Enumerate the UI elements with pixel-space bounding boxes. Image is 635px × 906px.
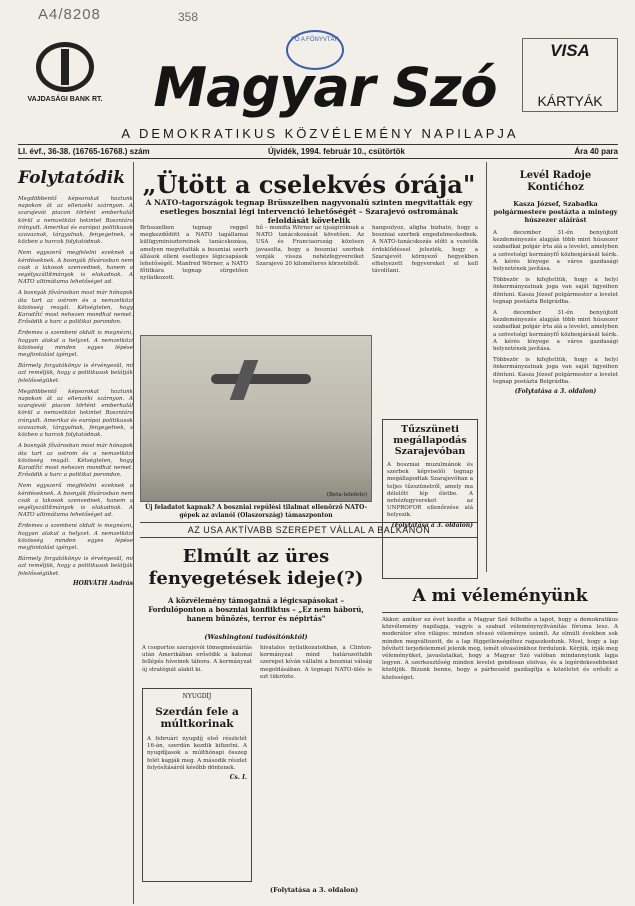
handwritten-archive-number: A4/8208 [38,6,101,23]
left-column-title: Folytatódik [18,168,125,188]
left-column [18,162,134,904]
right-column-title: Levél Radoje Kontićhoz [519,170,592,193]
right-column-subtitle: Kasza József, Szabadka polgármestere postázta a mintegy húszezer aláírást [493,200,618,224]
photo-caption: Új feladatot kapnak? A boszniai repülési tilalmat ellenőrző NATO-gépek az avianói (Olaszország) támaszponton [144,504,368,519]
pension-headline: Szerdán fele a múltkorinak [155,706,239,730]
left-column-paragraph: Bármely forgatókönyv is érvényesül, mi azt reméljük, hogy a politikusok belátják felelősségüket. [18,363,133,384]
left-column-paragraph: Nem egyszerű megfelelni ezeknek a kérdéseknek. A bosnyák fővárosban nem csak a lakosok szenvednek, hanem a segélyszállítmányok is elakadnak. A NATO ultimátuma lehetőséget ad. [18,250,133,286]
pension-box [142,688,252,882]
right-column-body: A december 31-én benyújtott kezdeményezés alapján több mint húszezer szabadkai polgár írta alá a levelet, amelyben a szövetségi kormányfő közbenjárását kérik. A kérés lényege a város gazdasági helyzetének javítása. [493,230,618,273]
pension-signature: Cs. I. [229,774,247,782]
issue-info-bar [18,144,618,158]
masthead-title: Magyar Szó [153,56,497,119]
ceasefire-headline: Tűzszüneti megállapodás Szarajevóban [393,424,467,457]
right-column-body: Többször is kifejtettük, hogy a helyi önkormányzatnak joga van saját ügyeiben dönteni. Kasza József polgármester a levelet tegnap postázta Belgrádba. [493,357,618,385]
right-column [486,162,618,572]
lead-text-col2: hű – mondta Wörner az újságíróknak a NATO tanácskozását követően. Az USA és Franciaország közösen javasolta, hogy a boszniai szerbek vonják vissza nehézfegyvereiket Szarajevó 20 kilométeres körzetéből. [256,225,364,268]
left-column-paragraph: Érdemes a szembeni oldalt is megnézni, hogyan alakul a helyzet. A nemzetközi közösség minden egyes lépése megfontolást igényel. [18,330,133,359]
opinion-body: Akkor, amikor ez évet kezdte a Magyar Szó felfedte a lapot, hogy a demokratikus közvélemény napilapja, vagyis a szabad véleménynyilvánítás fóruma lesz. A moderátor elve világos: minden olvasó véleménye számít. Az elmúlt években sok minden megváltozott, de a lap függetlenségéhez ragaszkodunk. Most, hogy a lap bővített terjedelemmel jelenik meg, ismét olvasóinkhoz fordulunk. Kérjük, írják meg véleményüket, javaslataikat, hogy a Magyar Szó valóban mindannyiunk lapja legyen. A szerkesztőség minden levelet gondosan elolvas, és a legérdekesebbeket közöljük. Bízunk benne, hogy a párbeszéd gazdagítja a közéletet és erősíti a közösséget. [382,612,618,682]
left-column-paragraph: A bosnyák fővárosban most már hónapok óta tart az ostrom és a nemzetközi közösség reagál. Kétségtelen, hogy Karadžić most nehezen mondhat nemet. Erősödik a harc a politikai porondon. [18,443,133,479]
aircraft-icon [211,374,311,384]
second-headline: Elmúlt az üres fenyegetések ideje(?) [148,546,364,589]
library-stamp: FŐ A FŐNYVTÁR [286,30,344,70]
visa-ad [522,38,618,112]
header-rule [18,158,618,159]
pension-kicker: NYUGDÍJ [182,693,212,700]
left-column-paragraph: Érdemes a szembeni oldalt is megnézni, hogyan alakul a helyzet. A nemzetközi közösség minden egyes lépése megfontolást igényel. [18,523,133,551]
right-column-continued: (Folytatása a 3. oldalon) [514,388,597,396]
lead-headline: „Ütött a cselekvés órája" [142,170,476,199]
masthead-tagline: A DEMOKRATIKUS KÖZVÉLEMÉNY NAPILAPJA [121,126,519,141]
issue-price: Ára 40 para [574,147,618,156]
aircraft-photo [140,335,372,502]
left-column-paragraph: Megdöbbentő képsorokat hoztunk napokon át az ellenzéki szárnyon. A szarajevói piacon történt emberhalál körül a nemzetközi tekintet Boszniára irányult. Amerikai és európai politikusok szavaznak, tárgyalnak, fenyegetnek, s közben a harcok folytatódnak. [18,388,133,439]
visa-brand: VISA [550,41,590,60]
left-column-paragraph: A bosnyák fővárosban most már hónapok óta tart az ostrom és a nemzetközi közösség reagál. Kétségtelen, hogy Karadžić most nehezen mondhat nemet. Erősödik a harc a politikai porondon. [18,290,133,326]
left-column-paragraph: Nem egyszerű megfelelni ezeknek a kérdéseknek. A bosnyák fővárosban nem csak a lakosok szenvednek, hanem a segélyszállítmányok is elakadnak. A NATO ultimátuma lehetőséget ad. [18,483,133,519]
right-column-body: A december 31-én benyújtott kezdeményezés alapján több mint húszezer szabadkai polgár írta alá a levelet, amelyben a szövetségi kormányfő közbenjárását kérik. A kérés lényege a város gazdasági helyzetének javítása. [493,310,618,353]
second-deck: A közvélemény támogatná a légicsapásokat – Fordulóponton a boszniai konfliktus – „Ez nem háború, hanem bűnözés, terror és népirtás" [148,596,364,623]
handwritten-note: 358 [178,10,199,24]
issue-date: Újvidék, 1994. február 10., csütörtök [268,147,405,156]
lead-text-col1: Brüsszelben tegnap reggel megkezdődött a NATO tagállamai külügyminisztereinek tanácskozása, amelyen megvitatták a boszniai szerb állások elleni esetleges légicsapások lehetőségét. Manfred Wörner, a NATO főtitkára tegnap sürgetően nyilatkozott. [140,225,248,282]
second-source: (Washingtoni tudósítónktól) [204,633,308,641]
second-text-col1: A csoportos szerajevói tömegmészárlás után Amerikában erősödik a katonai fellépés híveinek tábora. A kormányzat új stratégiát alakít ki. [142,645,252,673]
left-column-signature: HORVÁTH András [72,579,133,587]
left-column-paragraph: Bármely forgatókönyv is érvényesül, mi azt reméljük, hogy a politikusok belátják felelősségüket. [18,556,133,577]
right-column-body: Többször is kifejtettük, hogy a helyi önkormányzatnak joga van saját ügyeiben dönteni. Kasza József polgármester a levelet tegnap postázta Belgrádba. [493,277,618,305]
opinion-headline: A mi véleményünk [412,586,588,606]
second-text-col2: hivatalos nyilatkozatokban, a Clinton-kormányzat mind határozottabb szerepet kíván vállalni a boszniai válság megoldásában. A tegnapi NATO-ülés is ezt tükrözte. [260,645,372,680]
second-continued: (Folytatása a 3. oldalon) [270,886,359,894]
bank-ad [10,42,120,110]
bank-name: VAJDASÁGI BANK RT. [27,96,103,103]
section-banner: AZ USA AKTÍVABB SZEREPET VÁLLAL A BALKÁNON [140,522,478,538]
lead-text-col3: hangsúlyoz, aligha bízható, hogy a boszniai szerbek engedelmeskednek. A NATO-tanácskozás előtt a vezetők érdeklődéssel jelezték, hogy a Szarajevót környező hegyekben elhelyezett fegyvereket el kell távolítani. [372,225,478,275]
photo-credit: (Beta-telefoto) [326,492,367,498]
left-column-paragraph: Megdöbbentő képsorokat hoztunk napokon át az ellenzéki szárnyon. A szarajevói piacon történt emberhalál körül a nemzetközi tekintet Boszniára irányult. Amerikai és európai politikusok szavaznak, tárgyalnak, fenyegetnek, s közben a harcok folytatódnak. [18,196,133,246]
pension-body: A februári nyugdíj első részletét 16-án, szerdán kezdik kifizetni. A nyugdíjasok a múlthónapi összeg felét kapják meg. A második részlet folyósításáról később döntenek. [147,736,247,771]
bank-logo-icon [36,42,94,92]
lead-deck: A NATO-tagországok tegnap Brüsszelben nagyvonalú szinten megvitatták egy esetleges boszniai légi intervenció lehetőségét – Szarajevó ostromának feloldását követelik [145,198,473,225]
visa-label: KÁRTYÁK [537,93,603,109]
ceasefire-box [382,419,478,579]
ceasefire-continued: (Folytatása a 3. oldalon) [391,521,473,529]
ceasefire-body: A boszniai muzulmánok és szerbek képviselői tegnap megállapodtak Szarajevóban a teljes tűzszünetről, amely ma délelőtt lép életbe. A nehézfegyvereket az UNPROFOR ellenőrzése alá helyezik. [387,462,473,519]
issue-number: LI. évf., 36-38. (16765-16768.) szám [18,147,150,156]
